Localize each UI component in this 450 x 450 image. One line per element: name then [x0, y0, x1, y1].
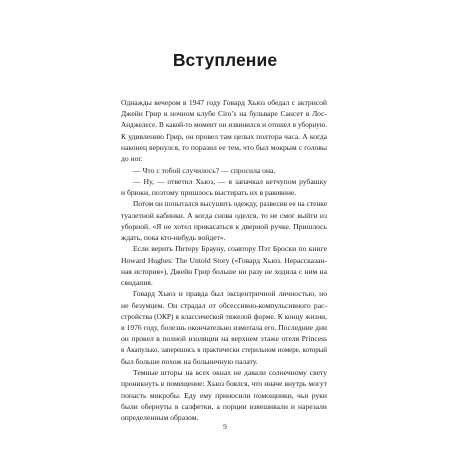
text-line: К удивлению Грир, он провел там целых полтора часа. А когда: [121, 131, 327, 141]
text-line: проникнуть в помещение: Хьюз боялся, что иначе внутрь могут: [121, 379, 327, 389]
chapter-title: Вступление: [172, 50, 278, 70]
text-line: уборной. «Я не хотел прикасаться к дверной ручке. Пришлось: [121, 221, 327, 231]
text-line: — Ну, — ответил Хьюз, — я запачкал кетчупом рубашку: [133, 176, 327, 186]
text-line: до ног.: [121, 154, 143, 164]
body-text: [121, 97, 327, 423]
text-line: Однажды вечером в 1947 году Говард Хьюз обедал с актрисой: [121, 98, 327, 107]
text-line: Потом он попытался высушить одежду, развесив ее на стенке: [133, 199, 327, 209]
text-line: — Что с тобой случилось? — спросила она.: [133, 165, 276, 175]
text-line: Джейн Грир в ночном клубе Ciro’s на бульваре Сансет в Лос-: [121, 109, 327, 119]
text-line: в Акапулько, заперешись в практически стерильном номере, который: [121, 346, 327, 354]
page-number: 9: [223, 422, 227, 431]
text-line: стройства (ОКР) в классической тяжелой форме. К концу жизни,: [121, 311, 327, 321]
text-line: ная история»), Джейн Грир больше ни разу не ходила с ним на: [121, 266, 327, 276]
text-line: Анджелесе. В какой-то момент он извинился и отошел в уборную.: [121, 120, 327, 129]
text-line: Темные шторы на всех окнах не давали солнечному свету: [133, 368, 327, 377]
text-line: туалетной кабинки. А когда снова оделся, то не смог выйти из: [121, 210, 327, 220]
text-line: были обернуты в салфетки, а порции взвешивали и нарезали: [121, 401, 327, 411]
text-line: свидания.: [121, 278, 153, 287]
text-line: он провел в полной изоляции на верхнем этаже отеля Princess: [121, 334, 327, 344]
text-line: Если верить Питеру Брауну, соавтору Пэт Броски по книге: [133, 244, 327, 254]
text-line: определенным образом.: [121, 413, 199, 422]
text-line: ждать, пока кто-нибудь войдет».: [121, 233, 226, 242]
text-line: не безумцем. Он страдал от обсессивно-компульсивного рас-: [121, 300, 327, 310]
text-line: Говард Хьюз и правда был эксцентричной личностью, но: [133, 289, 327, 299]
text-line: наконец вернулся, то поразил ее тем, что был мокрым с головы: [121, 143, 327, 152]
text-line: в 1976 году, болезнь окончательно измотала его. Последние дни: [121, 323, 327, 332]
text-line: попасть микробы. Еду ему приносили помощники, чьи руки: [121, 390, 327, 400]
text-line: и брюки, поэтому пришлось выстирать их в раковине.: [121, 188, 297, 197]
text-line: Howard Hughes: The Untold Story («Говард Хьюз. Нерассказан-: [121, 255, 327, 265]
text-line: был больше похож на больничную палату.: [121, 356, 258, 366]
